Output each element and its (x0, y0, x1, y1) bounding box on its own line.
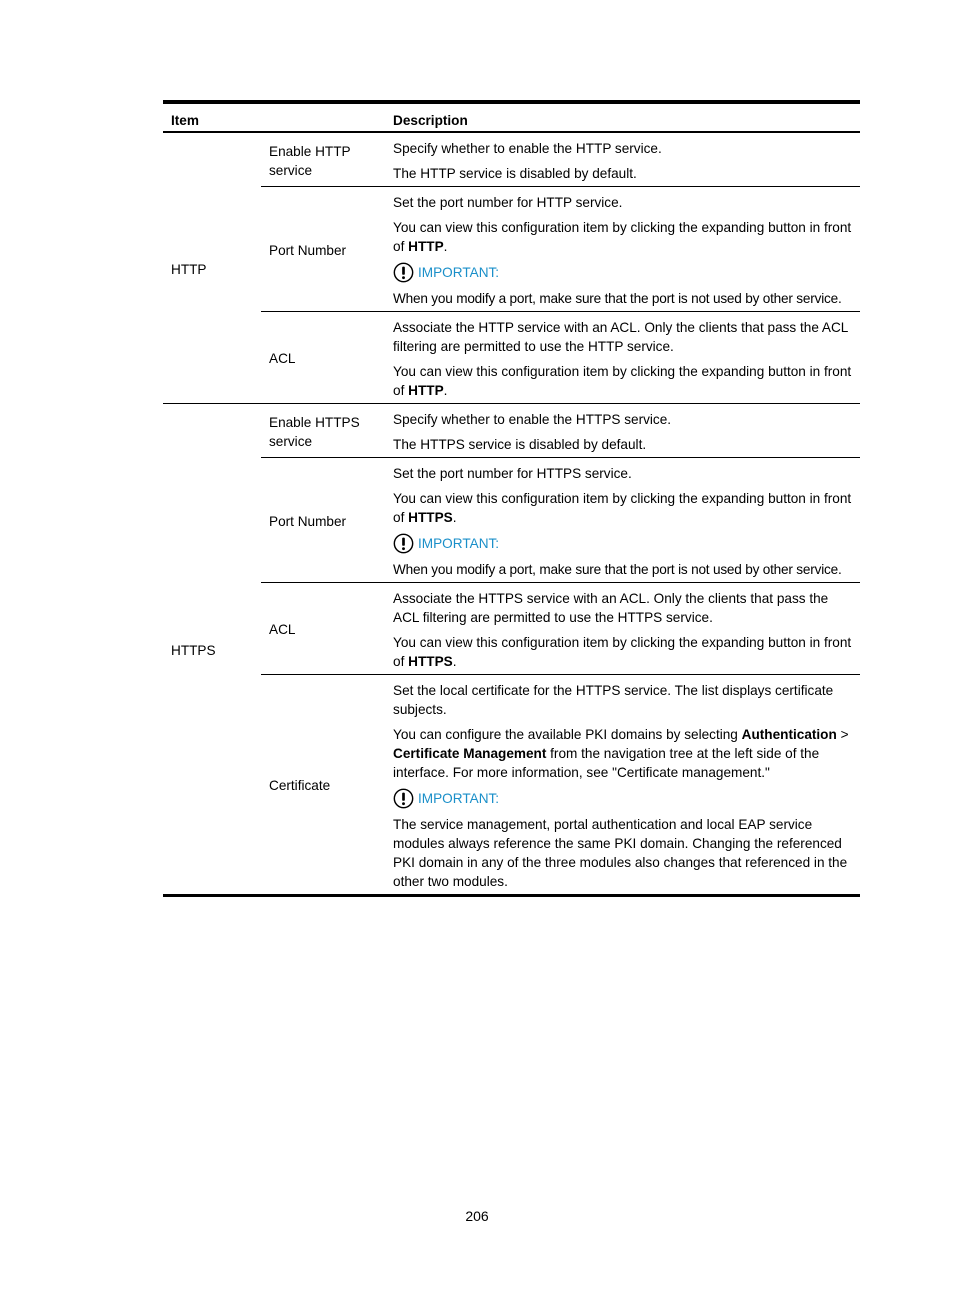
description-text (393, 362, 854, 400)
table-row (163, 404, 860, 458)
text-span: . (452, 510, 457, 525)
bold-term: HTTPS (408, 654, 453, 669)
text-span: You can view this configuration item by clicking the expanding button in front of (393, 220, 852, 254)
text-span: You can configure the available PKI domains by selecting (393, 727, 742, 742)
note-text: The service management, portal authentication and local EAP service modules always reference the same PKI domain. Changing the referenced PKI domain in any of the three modules also changes that referenced in the other two modules. (393, 817, 848, 889)
description-cell (385, 583, 860, 675)
description-text: The HTTP service is disabled by default. (393, 166, 637, 181)
text-span: You can view this configuration item by clicking the expanding button in front of (393, 635, 852, 669)
table-row (163, 187, 860, 312)
header-item: Item (163, 102, 385, 132)
important-callout (393, 533, 854, 554)
subitem-enable-https: Enable HTTPS service (261, 404, 385, 458)
subitem-port-number: Port Number (261, 187, 385, 312)
description-text (393, 489, 854, 527)
table-header-row (163, 102, 860, 132)
table-row (163, 132, 860, 187)
text-span: You can view this configuration item by clicking the expanding button in front of (393, 491, 852, 525)
text-span: You can view this configuration item by clicking the expanding button in front of (393, 364, 852, 398)
important-exclamation-icon (393, 533, 414, 554)
subitem-certificate: Certificate (261, 675, 385, 896)
subitem-enable-http: Enable HTTP service (269, 143, 351, 178)
description-text: Set the port number for HTTP service. (393, 195, 623, 210)
description-cell (385, 675, 860, 896)
description-text: Set the local certificate for the HTTPS service. The list displays certificate subjects. (393, 683, 834, 717)
subitem-port-number: Port Number (261, 458, 385, 583)
text-span: . (443, 239, 448, 254)
important-label: IMPORTANT: (418, 791, 500, 806)
bold-term: HTTP (408, 239, 444, 254)
description-text: Associate the HTTP service with an ACL. Only the clients that pass the ACL filtering are permitted to use the HTTP service. (393, 320, 848, 354)
text-span: > (836, 727, 849, 742)
description-cell (385, 312, 860, 404)
text-span: from the navigation tree at the left side of the interface. For more information, see "Certificate management." (393, 746, 820, 780)
important-callout (393, 262, 854, 283)
text-span: . (443, 383, 448, 398)
table-row (163, 312, 860, 404)
important-exclamation-icon (393, 262, 414, 283)
table-row (163, 458, 860, 583)
page-number: 206 (465, 1208, 489, 1224)
bold-term: Certificate Management (393, 746, 547, 761)
subitem-acl: ACL (261, 312, 385, 404)
table-row (163, 583, 860, 675)
description-text: Specify whether to enable the HTTPS service. (393, 412, 672, 427)
description-cell (385, 404, 860, 458)
description-cell (385, 458, 860, 583)
important-exclamation-icon (393, 788, 414, 809)
description-text: Set the port number for HTTPS service. (393, 466, 632, 481)
item-https: HTTPS (163, 404, 261, 896)
item-http: HTTP (171, 261, 207, 277)
subitem-acl: ACL (261, 583, 385, 675)
description-text: Associate the HTTPS service with an ACL. Only the clients that pass the ACL filtering are permitted to use the HTTPS service. (393, 591, 829, 625)
description-text (393, 725, 854, 782)
description-cell (385, 132, 860, 187)
important-label: IMPORTANT: (418, 536, 500, 551)
description-text (393, 633, 854, 671)
description-text (393, 218, 854, 256)
note-text: When you modify a port, make sure that the port is not used by other service. (393, 291, 842, 306)
table-row (163, 675, 860, 896)
bold-term: Authentication (741, 727, 837, 742)
description-text: Specify whether to enable the HTTP service. (393, 141, 662, 156)
description-cell (385, 187, 860, 312)
header-description: Description (385, 102, 860, 132)
note-text: When you modify a port, make sure that the port is not used by other service. (393, 562, 842, 577)
important-callout (393, 788, 854, 809)
important-label: IMPORTANT: (418, 265, 500, 280)
bold-term: HTTPS (408, 510, 453, 525)
bold-term: HTTP (408, 383, 444, 398)
config-table (163, 100, 860, 897)
text-span: . (452, 654, 457, 669)
description-text: The HTTPS service is disabled by default. (393, 437, 647, 452)
